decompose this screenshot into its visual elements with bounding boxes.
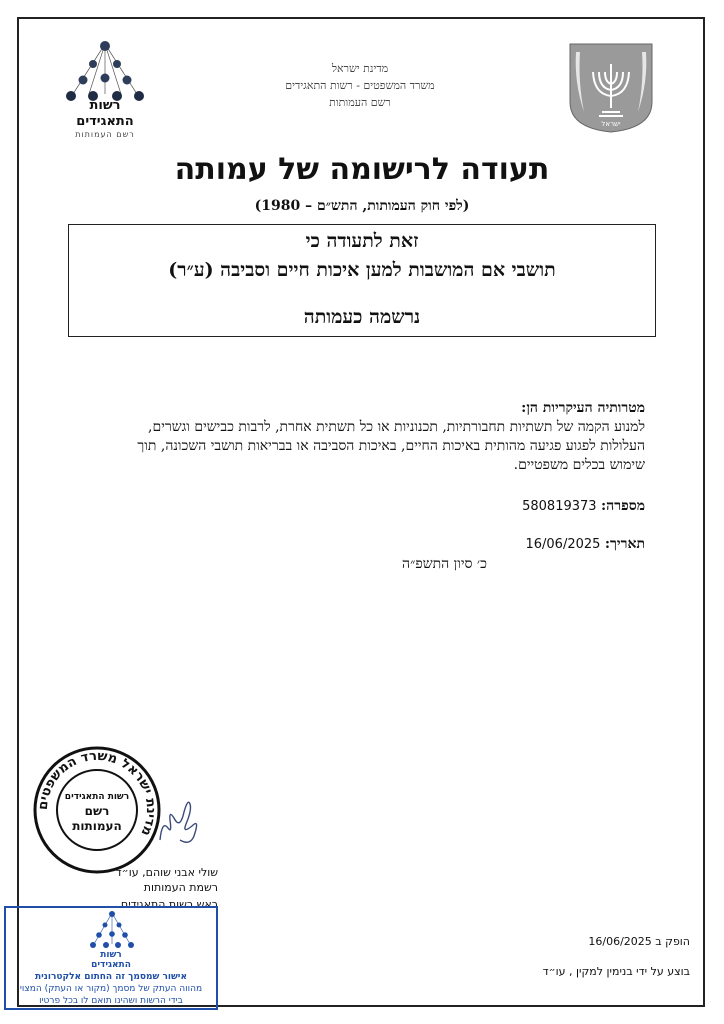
performed-by: בוצע על ידי בנימין למקין , עו״ד [542,965,690,978]
number-value: 580819373 [522,499,597,514]
logo-name-line2: התאגידים [76,114,134,129]
stamp-inner-line3: העמותות [72,819,122,833]
stamp-inner-line2: רשם [84,804,110,818]
signer-title2: ראש רשות התאגידים [120,898,218,911]
ministry-header [250,60,470,111]
logo-name-line1: רשות [89,98,121,113]
signer-name: שולי אבני שוהם, עו״ד [115,866,218,879]
issued-row [450,935,690,948]
date-value: 16/06/2025 [525,537,601,552]
association-name: תושבי אם המושבות למען איכות חיים וסביבה (ע״ר) [168,259,556,281]
date-label: תאריך: [604,536,645,552]
state-name: מדינת ישראל [331,62,389,75]
stamp-inner-line1: רשות התאגידים [64,792,130,802]
signer-title1: רשמת העמותות [143,881,218,894]
eblock-line3: בידי הרשות ושהינו תואם לו בכל פרטיו [39,996,183,1006]
registration-statement: נרשמה כעמותה [303,306,421,328]
official-stamp [32,745,162,875]
ministry-name: משרד המשפטים - רשות התאגידים [285,79,435,92]
eblock-line2: מהווה העתק של מסמך (מקור או העתק) המצוי [19,984,203,994]
hebrew-date: כ׳ סיון התשפ״ה [402,556,487,572]
registrar-name: רשם העמותות [329,96,391,109]
goals-text: למנוע הקמה של תשתיות תחבורתיות, תכנוניות או כל תשתית אחרת, לרבות כבישים וגשרים, העלולות לפגוע פגיעה מהותית באיכות החיים, באיכות הסביבה או בבריאות תושבי השכונה, תוך שימוש בכלים משפטיים. [137,419,645,473]
certificate-title: תעודה לרישומה של עמותה [174,152,550,187]
number-label: מספרה: [601,498,645,514]
registration-number-row [300,498,645,515]
goals-heading: מטרותיה העיקריות הן: [521,400,645,416]
authority-logo-small-icon [84,910,140,950]
state-emblem-icon [566,42,656,134]
issued-label: הופק ב [655,935,690,948]
logo-name-line3: רשם העמותות [75,130,135,139]
date-row [300,536,645,553]
emblem-text: ישראל [601,120,621,128]
issued-date: 16/06/2025 [588,935,652,948]
eblock-line1: אישור שמסמך זה החתום אלקטרונית [34,972,187,982]
certification-intro: זאת לתעודה כי [305,230,419,252]
eblock-name1: רשות [100,950,122,960]
eblock-name2: התאגידים [91,960,131,970]
stamp-outer-text: מדינת ישראל משרד המשפטים [35,748,159,838]
law-reference: (לפי חוק העמותות, התש״ם – 1980) [254,198,470,214]
signature-image [150,790,210,850]
